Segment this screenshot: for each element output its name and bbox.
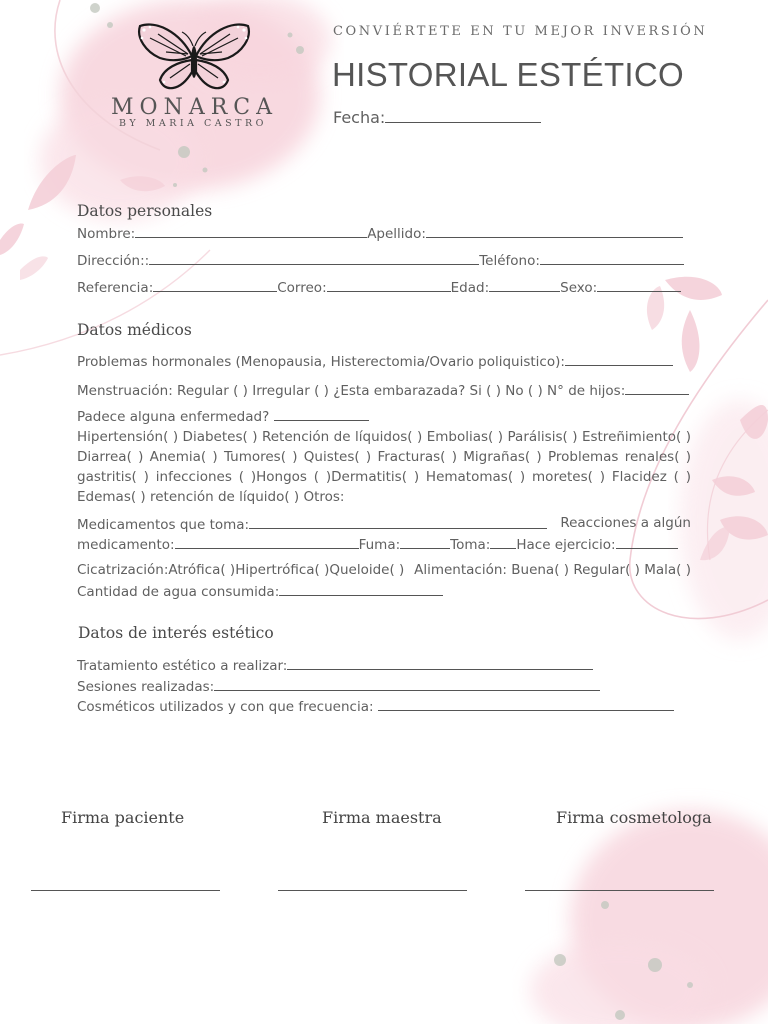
apellido-label: Apellido: — [367, 226, 426, 242]
treatment-label: Tratamiento estético a realizar: — [77, 658, 288, 674]
treatment-row — [77, 656, 593, 674]
food-label: Alimentación: Buena( ) Regular( ) Mala( ) — [414, 562, 691, 578]
cosmetics-row — [77, 697, 674, 715]
nombre-row — [77, 224, 683, 242]
edad-line[interactable] — [489, 278, 560, 292]
disease-label: Padece alguna enfermedad? — [77, 409, 274, 425]
patient-signature-line[interactable] — [31, 890, 220, 891]
medications-line[interactable] — [249, 515, 547, 529]
medical-heading: Datos médicos — [77, 321, 192, 339]
referencia-label: Referencia: — [77, 280, 154, 296]
treatment-line[interactable] — [287, 656, 593, 670]
correo-label: Correo: — [277, 280, 327, 296]
conditions-block — [77, 427, 691, 507]
nombre-label: Nombre: — [77, 226, 136, 242]
teacher-signature-title: Firma maestra — [322, 808, 442, 827]
drink-line[interactable] — [490, 535, 516, 549]
telefono-line[interactable] — [540, 251, 684, 265]
conditions-line-3: gastritis( ) infecciones ( )Hongos ( )Dermatitis( ) Hematomas( ) moretes( ) Flacidez ( ) — [77, 469, 691, 485]
water-row — [77, 582, 443, 600]
nombre-line[interactable] — [135, 224, 367, 238]
brand-name: MONARCA — [111, 95, 278, 120]
sessions-line[interactable] — [214, 677, 600, 691]
disease-line[interactable] — [274, 407, 369, 421]
brand-byline: BY MARIA CASTRO — [119, 118, 267, 129]
direccion-line[interactable] — [149, 251, 479, 265]
sessions-label: Sesiones realizadas: — [77, 679, 215, 695]
reactions-label-b: medicamento: — [77, 537, 175, 553]
fecha-field[interactable] — [333, 108, 541, 127]
menstruation-label: Menstruación: Regular ( ) Irregular ( ) ¿Esta embarazada? Si ( ) No ( ) N° de hijos: — [77, 383, 626, 399]
apellido-line[interactable] — [426, 224, 683, 238]
conditions-line-4: Edemas( ) retención de líquido( ) Otros: — [77, 489, 345, 505]
exercise-label: Hace ejercicio: — [516, 537, 616, 553]
teacher-signature-line[interactable] — [278, 890, 467, 891]
direccion-label: Dirección:: — [77, 253, 150, 269]
medications-label: Medicamentos que toma: — [77, 517, 250, 533]
water-line[interactable] — [279, 582, 443, 596]
telefono-label: Teléfono: — [479, 253, 540, 269]
healing-label: Cicatrización:Atrófica( )Hipertrófica( )Queloide( ) — [77, 562, 405, 578]
referencia-line[interactable] — [153, 278, 277, 292]
patient-signature-title: Firma paciente — [61, 808, 185, 827]
disease-row — [77, 407, 369, 425]
healing-row — [77, 562, 691, 578]
exercise-line[interactable] — [616, 535, 678, 549]
cosmetologist-signature-line[interactable] — [525, 890, 714, 891]
smoke-line[interactable] — [400, 535, 450, 549]
hormonal-line[interactable] — [565, 352, 673, 366]
cosmetics-label: Cosméticos utilizados y con que frecuencia: — [77, 699, 378, 715]
cosmetologist-signature-title: Firma cosmetologa — [556, 808, 712, 827]
referencia-row — [77, 278, 681, 296]
hormonal-label: Problemas hormonales (Menopausia, Histerectomia/Ovario poliquistico): — [77, 354, 565, 370]
conditions-line-2: Diarrea( ) Anemia( ) Tumores( ) Quistes( ) Fracturas( ) Migrañas( ) Problemas renales( ) — [77, 449, 691, 465]
reactions-line[interactable] — [175, 535, 359, 549]
sexo-label: Sexo: — [560, 280, 598, 296]
water-label: Cantidad de agua consumida: — [77, 584, 280, 600]
aesthetic-heading: Datos de interés estético — [78, 624, 274, 642]
fecha-line[interactable] — [385, 109, 541, 123]
menstruation-row — [77, 381, 689, 399]
sexo-line[interactable] — [597, 278, 681, 292]
drink-label: Toma: — [450, 537, 491, 553]
cosmetics-line[interactable] — [378, 697, 674, 711]
page-title: HISTORIAL ESTÉTICO — [332, 56, 684, 93]
smoke-label: Fuma: — [358, 537, 401, 553]
medications-row — [77, 515, 691, 533]
correo-line[interactable] — [327, 278, 451, 292]
butterfly-logo-icon — [136, 22, 252, 96]
direccion-row — [77, 251, 684, 269]
edad-label: Edad: — [450, 280, 490, 296]
fecha-label: Fecha: — [333, 108, 386, 127]
sessions-row — [77, 677, 600, 695]
hormonal-row — [77, 352, 673, 370]
personal-heading: Datos personales — [77, 202, 213, 220]
tagline: CONVIÉRTETE EN TU MEJOR INVERSIÓN — [333, 24, 708, 39]
habits-row — [77, 535, 678, 553]
children-line[interactable] — [625, 381, 689, 395]
conditions-line-1: Hipertensión( ) Diabetes( ) Retención de líquidos( ) Embolias( ) Parálisis( ) Estreñimiento( ) — [77, 429, 691, 445]
reactions-label-a: Reacciones a algún — [560, 515, 691, 531]
